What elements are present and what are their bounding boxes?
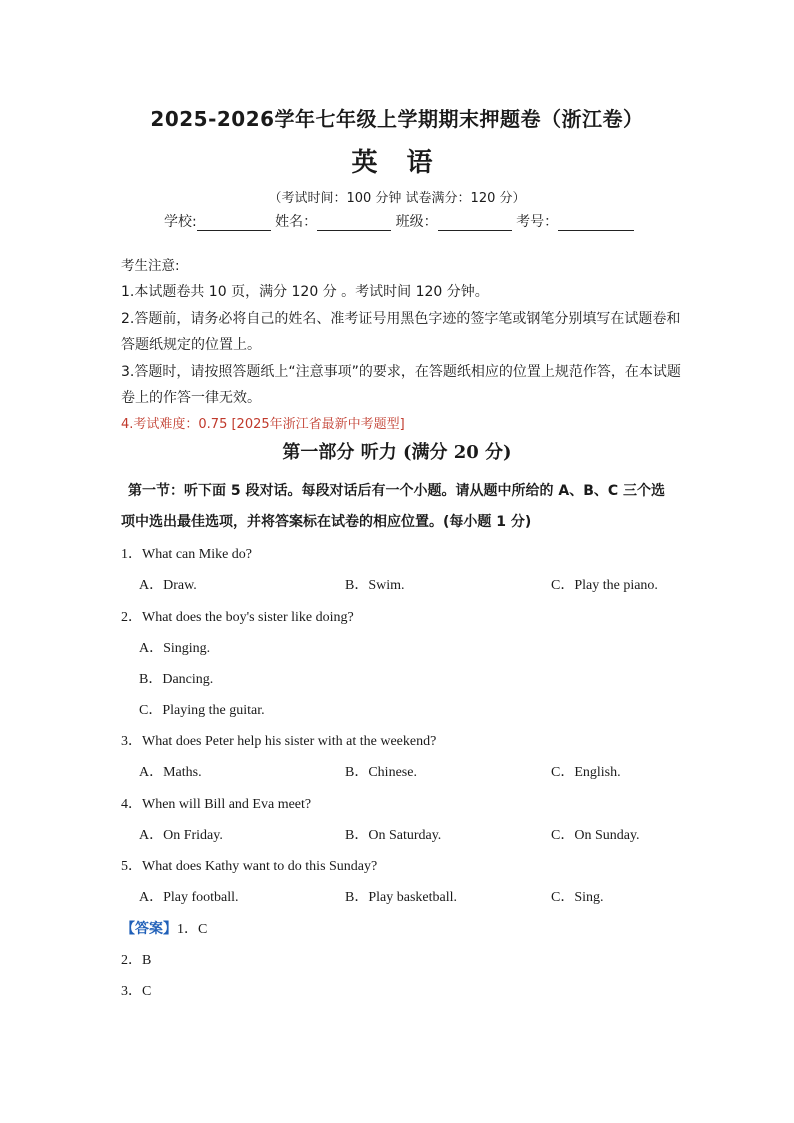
option-c[interactable]: C．English.: [551, 765, 621, 780]
notice-heading: 考生注意:: [121, 258, 180, 274]
student-info-line: [164, 211, 634, 231]
part-one-title: 第一部分 听力 (满分 20 分): [282, 442, 512, 463]
option-b[interactable]: B．Dancing.: [139, 672, 214, 687]
section-intro-line: 项中选出最佳选项，并将答案标在试卷的相应位置。(每小题 1 分): [121, 514, 532, 530]
question-stem: 4．When will Bill and Eva meet?: [121, 797, 312, 812]
option-c[interactable]: C．Play the piano.: [551, 578, 658, 593]
document-title: 2025-2026学年七年级上学期期末押题卷（浙江卷）: [150, 107, 644, 131]
question-stem: 3．What does Peter help his sister with at the weekend?: [121, 734, 437, 749]
section-intro-line: 第一节：听下面 5 段对话。每段对话后有一个小题。请从题中所给的 A、B、C 三个选: [128, 483, 666, 499]
notice-item: 1.本试题卷共 10 页，满分 120 分 。考试时间 120 分钟。: [121, 284, 489, 300]
name-blank[interactable]: [317, 214, 391, 231]
option-a[interactable]: A．Play football.: [139, 890, 239, 905]
notice-item: 3.答题时，请按照答题纸上“注意事项”的要求，在答题纸相应的位置上规范作答，在本试题: [121, 364, 681, 380]
subject-title: 英 语: [351, 148, 443, 178]
option-a[interactable]: A．Maths.: [139, 765, 202, 780]
exam-difficulty: 4.考试难度：0.75 [2025年浙江省最新中考题型]: [121, 417, 405, 432]
class-label: 班级：: [395, 214, 438, 230]
option-b[interactable]: B．Chinese.: [345, 765, 417, 780]
question-stem: 1．What can Mike do?: [121, 547, 253, 562]
option-b[interactable]: B．On Saturday.: [345, 828, 442, 843]
notice-item: 答题纸规定的位置上。: [121, 337, 261, 353]
notice-item: 2.答题前，请务必将自己的姓名、准考证号用黑色字迹的签字笔或钢笔分别填写在试题卷和: [121, 311, 681, 327]
notice-item: 卷上的作答一律无效。: [121, 390, 261, 406]
exam-number-label: 考号：: [516, 214, 559, 230]
option-b[interactable]: B．Play basketball.: [345, 890, 457, 905]
question-stem: 2．What does the boy's sister like doing?: [121, 610, 354, 625]
option-b[interactable]: B．Swim.: [345, 578, 405, 593]
option-c[interactable]: C．Sing.: [551, 890, 604, 905]
answer-line: 1．C: [177, 922, 208, 937]
school-label: 学校:: [164, 214, 197, 230]
exam-time-info: （考试时间：100 分钟 试卷满分：120 分）: [268, 191, 526, 206]
school-blank[interactable]: [197, 214, 271, 231]
class-blank[interactable]: [438, 214, 512, 231]
question-stem: 5．What does Kathy want to do this Sunday?: [121, 859, 378, 874]
answer-line: 3．C: [121, 984, 152, 999]
option-c[interactable]: C．On Sunday.: [551, 828, 640, 843]
option-c[interactable]: C．Playing the guitar.: [139, 703, 265, 718]
answer-block: [121, 918, 207, 938]
answer-line: 2．B: [121, 953, 152, 968]
exam-number-blank[interactable]: [558, 214, 634, 231]
name-label: 姓名：: [275, 214, 318, 230]
answer-label: 【答案】: [121, 921, 177, 937]
option-a[interactable]: A．On Friday.: [139, 828, 223, 843]
option-a[interactable]: A．Draw.: [139, 578, 197, 593]
option-a[interactable]: A．Singing.: [139, 641, 211, 656]
